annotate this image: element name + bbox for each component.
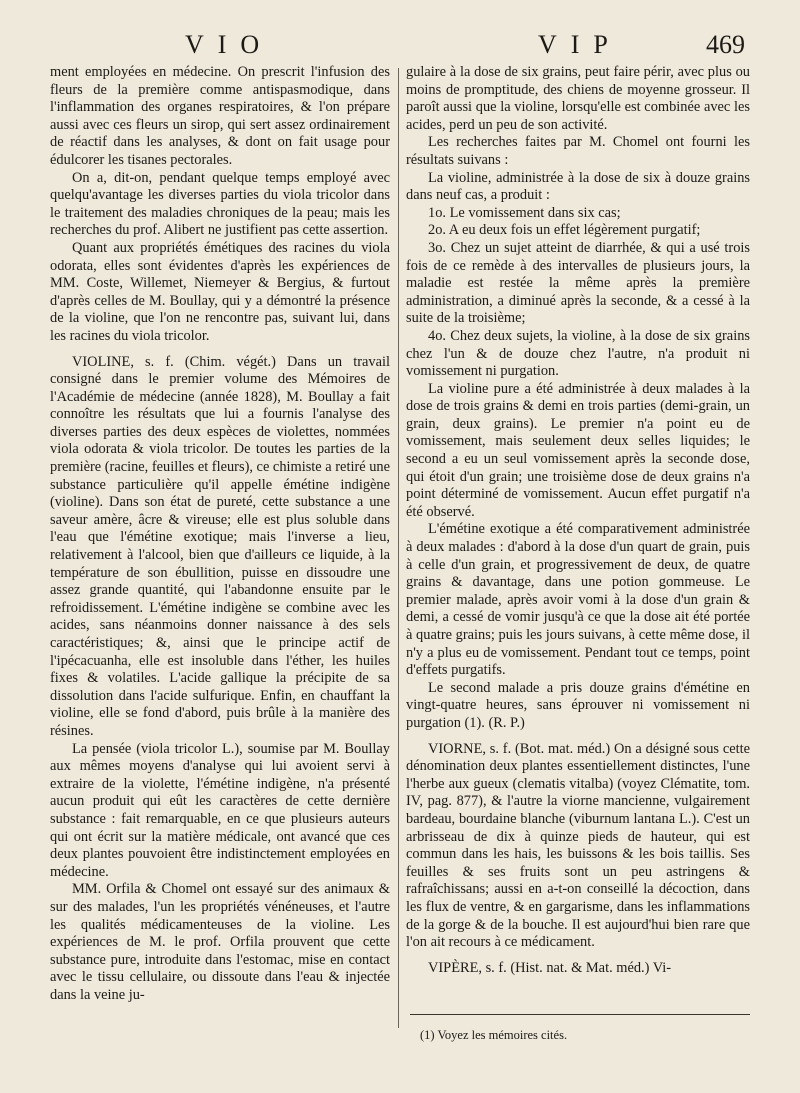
paragraph: La violine pure a été administrée à deux malades à la dose de trois grains & demi en trois parties (demi-grain, un grain, deux grains). Le premier n'a point eu de vomissement, mais seulement deux selles liquides; le second a eu un seul vomissement après la seconde dose, qui étoit d'un grain; une troisième dose de deux grains n'a point déterminé de vomissement. Aucun effet purgatif n'a été observé. <box>406 380 750 520</box>
footnote: (1) Voyez les mémoires cités. <box>420 1028 568 1042</box>
paragraph: L'émétine exotique a été comparativement administrée à deux malades : d'abord à la dose d'un quart de grain, puis à celle d'un grain, et progressivement de deux, de quatre grains & davantage, dans une potion gommeuse. Le premier malade, après avoir vomi à la dose d'un grain & demi, a cessé de vomir jusqu'à ce que la dose ait été portée à quatre grains; puis les jours suivans, à cette même dose, il n'y a plus eu de vomissement. Pendant tout ce temps, point d'effets purgatifs. <box>406 521 750 679</box>
entry-vipere: VIPÈRE, s. f. (Hist. nat. & Mat. méd.) Vi- <box>428 959 672 976</box>
list-item: 4o. Chez deux sujets, la violine, à la dose de six grains chez l'un & de douze chez l'autre, n'a produit ni vomissement ni purgation. <box>406 327 750 380</box>
list-item: 2o. A eu deux fois un effet légèrement purgatif; <box>428 222 701 239</box>
paragraph: gulaire à la dose de six grains, peut faire périr, avec plus ou moins de promptitude, des chiens de moyenne grosseur. Il paroît aussi que la violine, lorsqu'elle est combinée avec les acides, perd un peu de son activité. <box>406 64 750 133</box>
left-column <box>50 64 390 1004</box>
page-number: 469 <box>706 30 745 59</box>
paragraph: La pensée (viola tricolor L.), soumise par M. Boullay aux mêmes moyens d'analyse qui lui avoient servi à extraire de la violette, l'émétine indigène, n'a présenté aucun produit qui eût les caractères de cette dernière substance : fait remarquable, en ce que plusieurs auteurs qui ont écrit sur la matière médicale, ont avancé que ces deux plantes pouvoient être indistinctement employées en médecine. <box>50 740 390 880</box>
paragraph: MM. Orfila & Chomel ont essayé sur des animaux & sur des malades, l'un les propriétés vénéneuses, et l'autre les qualités médicamenteuses de la violine. Les expériences de M. le prof. Orfila prouvent que cette substance pure, introduite dans l'estomac, mise en contact avec le tissu cellulaire, ou dissoute dans l'eau & injectée dans la veine ju- <box>50 881 390 1003</box>
list-item: 1o. Le vomissement dans six cas; <box>428 204 621 221</box>
right-column <box>406 64 750 977</box>
paragraph: La violine, administrée à la dose de six à douze grains dans neuf cas, a produit : <box>406 169 750 204</box>
running-head-right: VIP <box>538 30 622 59</box>
entry-viorne: VIORNE, s. f. (Bot. mat. méd.) On a désigné sous cette dénomination deux plantes essentiellement distinctes, l'une l'herbe aux gueux (clematis vitalba) (voyez Clématite, tom. IV, pag. 877), & l'autre la viorne mancienne, vulgairement bardeau, bourdaine blanche (viburnum lantana L.). C'est un arbrisseau de dix à quinze pieds de hauteur, qui est commun dans les hais, les buissons & les bois taillis. Ses feuilles & ses fruits sont un peu astringens & rafraîchissans; aussi en a-t-on conseillé la décoction, dans les flux de ventre, & en gargarisme, dans les inflammations de la gorge & de la bouche. Il est aujourd'hui bien rare que l'on ait recours à ce médicament. <box>406 740 750 951</box>
list-item: 3o. Chez un sujet atteint de diarrhée, & qui a usé trois fois de ce remède à des intervalles de plusieurs jours, la maladie est restée la même après la première administration, a diminué après la seconde, & a cessé à la suite de la troisième; <box>406 239 750 327</box>
paragraph: ment employées en médecine. On prescrit l'infusion des fleurs de la première comme antispasmodique, dans l'inflammation des organes respiratoires, & l'on prépare aussi avec ces fleurs un sirop, qui sert assez ordinairement de réactif dans les analyses, & dont on fait usage pour édulcorer les tisanes pectorales. <box>50 64 390 168</box>
footnote-rule <box>410 1014 750 1015</box>
paragraph: Quant aux propriétés émétiques des racines du viola odorata, elles sont évidentes d'après les expériences de MM. Coste, Willemet, Niemeyer & Bergius, & furtout d'après celles de M. Boullay, qui y a démontré la présence de la violine, que l'on ne rencontre pas, suivant lui, dans les racines du viola tricolor. <box>50 239 390 344</box>
paragraph: Le second malade a pris douze grains d'émétine en vingt-quatre heures, sans éprouver ni vomissement ni purgation (1). (R. P.) <box>406 679 750 731</box>
entry-violine: VIOLINE, s. f. (Chim. végét.) Dans un travail consigné dans le premier volume des Mémoires de l'Académie de médecine (année 1828), M. Boullay a fait connoître les résultats que lui a fournis l'analyse des diverses parties des deux espèces de violettes, nommées viola odorata & viola tricolor. De toutes les parties de la première (racine, feuilles et fleurs), ce chimiste a retiré une substance particulière qu'il appelle émétine indigène (violine). Dans son état de pureté, cette substance a une saveur amère, âcre & vireuse; elle est plus soluble dans l'eau que l'émétine exotique; mais l'inverse a lieu, relativement à l'alcool, bien que d'ailleurs ce liquide, à la température de son ébullition, puisse en dissoudre une assez grande quantité, qui l'abandonne ensuite par le refroidissement. L'émétine indigène se combine avec les acides, sans néanmoins donner naissance à des sels caractéristiques; &, ainsi que le principe actif de l'ipécacuanha, elle est insoluble dans l'éther, les huiles fixes & volatiles. L'acide gallique la précipite de sa dissolution dans l'acide sulfurique. Enfin, en chauffant la violine, elle se fond d'abord, puis brûle à la manière des résines. <box>50 353 390 739</box>
paragraph: Les recherches faites par M. Chomel ont fourni les résultats suivans : <box>406 134 750 168</box>
column-divider <box>398 68 399 1028</box>
running-head-left: VIO <box>185 30 274 59</box>
running-head <box>0 30 800 64</box>
paragraph: On a, dit-on, pendant quelque temps employé avec quelqu'avantage les diverses parties du viola tricolor dans le traitement des maladies chroniques de la peau; mais les recherches du prof. Alibert ne justifient pas cette assertion. <box>50 169 390 239</box>
